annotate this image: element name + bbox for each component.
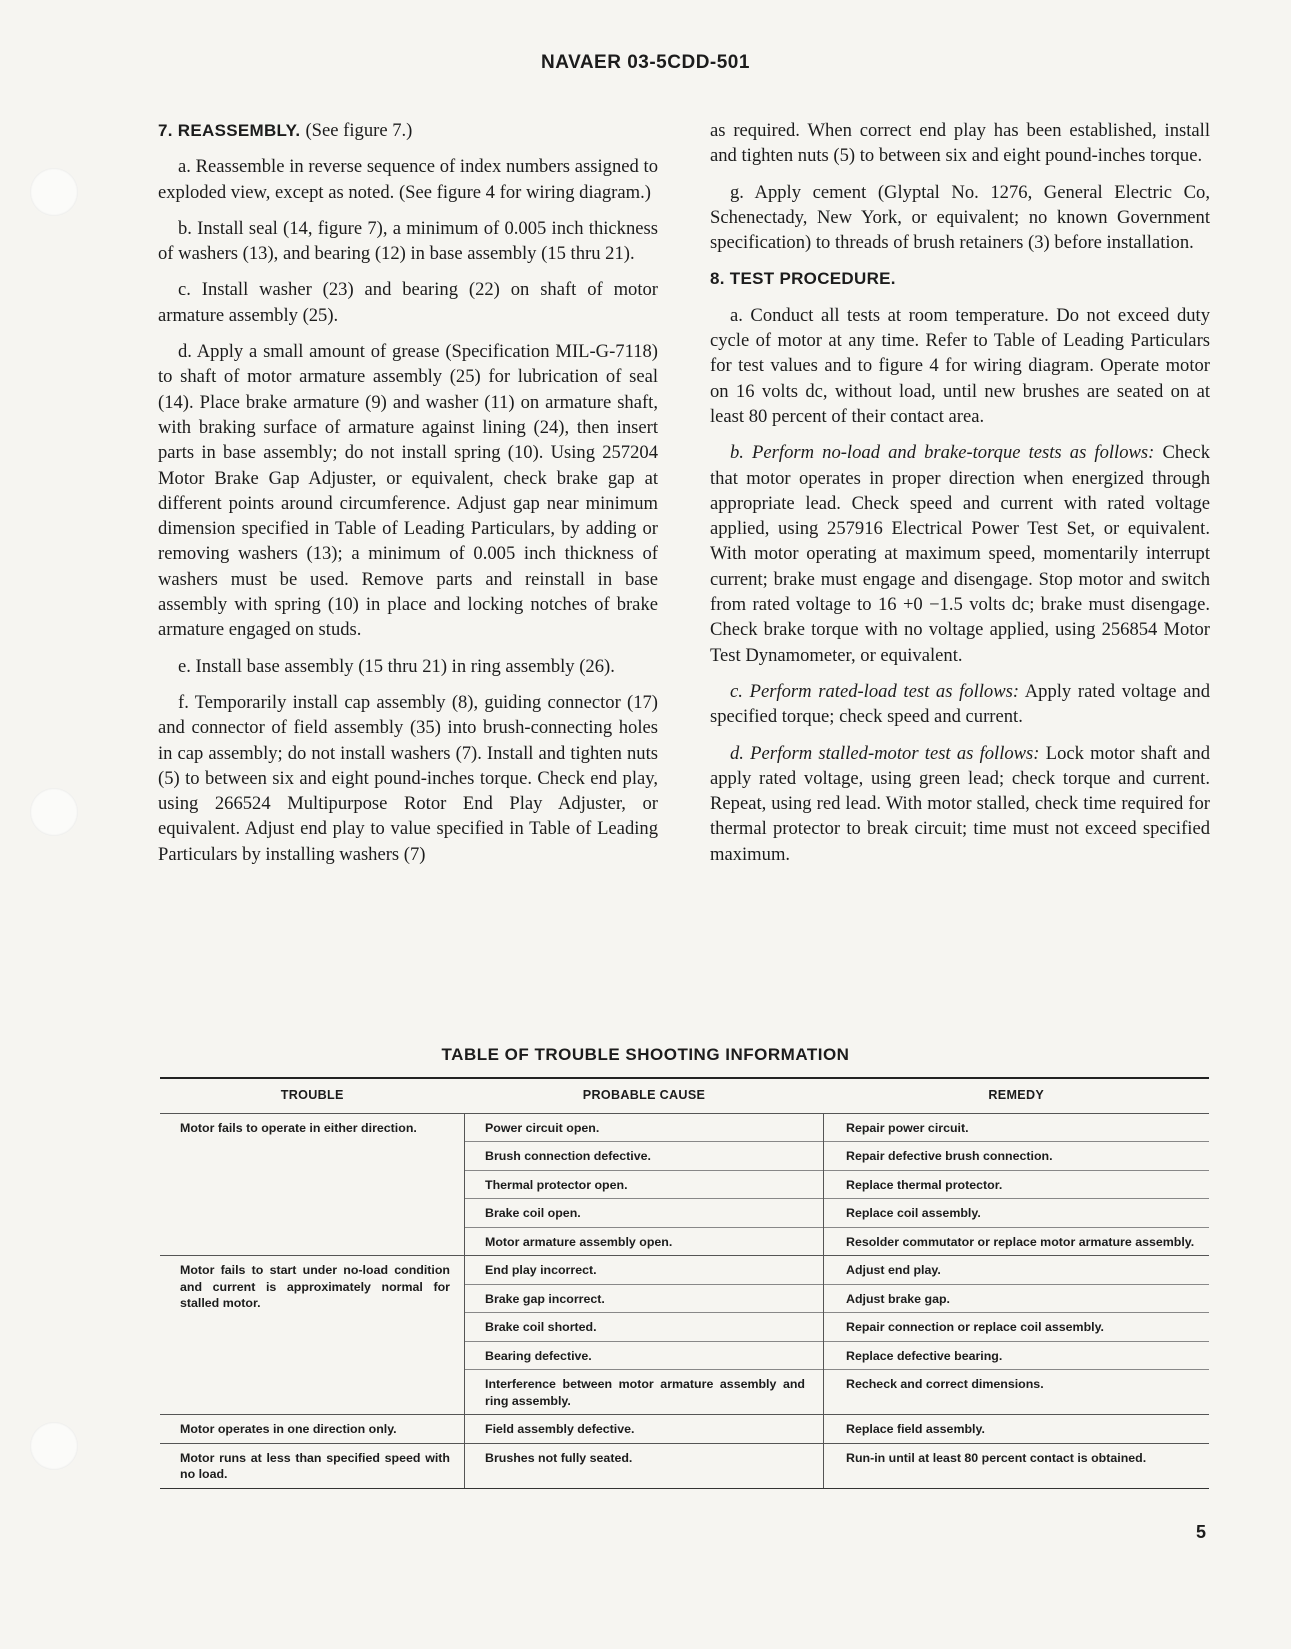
table-row — [160, 1113, 1209, 1142]
remedy-cell: Replace thermal protector. — [824, 1170, 1210, 1199]
column-header-trouble: TROUBLE — [160, 1078, 465, 1113]
cause-cell: End play incorrect. — [465, 1256, 824, 1285]
remedy-cell: Replace defective bearing. — [824, 1341, 1210, 1370]
cause-cell: Bearing defective. — [465, 1341, 824, 1370]
remedy-cell: Adjust brake gap. — [824, 1284, 1210, 1313]
binder-hole — [30, 788, 78, 836]
table-row — [160, 1256, 1209, 1285]
trouble-cell: Motor fails to operate in either direction. — [180, 1120, 417, 1135]
cause-cell: Thermal protector open. — [465, 1170, 824, 1199]
right-column — [710, 118, 1210, 878]
binder-hole — [30, 1422, 78, 1470]
paragraph-7b: b. Install seal (14, figure 7), a minimum of 0.005 inch thickness of washers (13), and bearing (12) in base assembly (15 thru 21). — [158, 217, 658, 265]
section-7-heading: 7. REASSEMBLY. (See figure 7.) — [158, 120, 413, 141]
paragraph-8a: a. Conduct all tests at room temperature. Do not exceed duty cycle of motor at any time. Refer to Table of Leading Particulars for test values and to figure 4 for wiring diagram. Operate motor on 16 volts dc, without load, until new brushes are seated on at least 80 percent of their contact area. — [710, 304, 1210, 427]
remedy-cell: Adjust end play. — [824, 1256, 1210, 1285]
cause-cell: Brush connection defective. — [465, 1142, 824, 1171]
cause-cell: Interference between motor armature assembly and ring assembly. — [465, 1370, 824, 1415]
troubleshooting-table — [160, 1077, 1209, 1489]
trouble-cell: Motor fails to start under no-load condition and current is approximately normal for stalled motor. — [160, 1256, 465, 1415]
cause-cell: Motor armature assembly open. — [465, 1227, 824, 1256]
page-number: 5 — [1196, 1522, 1207, 1542]
cause-cell: Brake coil open. — [465, 1199, 824, 1228]
table-title: TABLE OF TROUBLE SHOOTING INFORMATION — [441, 1045, 850, 1064]
cause-cell: Brake gap incorrect. — [465, 1284, 824, 1313]
remedy-cell: Resolder commutator or replace motor armature assembly. — [824, 1227, 1210, 1256]
table-row — [160, 1415, 1209, 1444]
remedy-cell: Repair connection or replace coil assembly. — [824, 1313, 1210, 1342]
left-column — [158, 118, 658, 878]
paragraph-8b: b. Perform no-load and brake-torque tests as follows: Check that motor operates in proper direction when energized through appropriate lead. Check speed and current with rated voltage applied, using 257916 Electrical Power Test Set, or equivalent. With motor operating at maximum speed, momentarily interrupt current; brake must engage and disengage. Stop motor and switch from rated voltage to 16 +0 −1.5 volts dc; brake must disengage. Check brake torque with no voltage applied, using 256854 Motor Test Dynamometer, or equivalent. — [710, 442, 1210, 666]
paragraph-7c: c. Install washer (23) and bearing (22) on shaft of motor armature assembly (25). — [158, 279, 658, 326]
remedy-cell: Recheck and correct dimensions. — [824, 1370, 1210, 1415]
remedy-cell: Replace coil assembly. — [824, 1199, 1210, 1228]
paragraph-7d: d. Apply a small amount of grease (Specification MIL-G-7118) to shaft of motor armature assembly (25) for lubrication of seal (14). Place brake armature (9) and washer (11) on armature shaft, with braking surface of armature against lining (24), then insert parts in base assembly; do not install spring (10). Using 257204 Motor Brake Gap Adjuster, or equivalent, check brake gap at different points around circumference. Adjust gap near minimum dimension specified in Table of Leading Particulars, by adding or removing washers (13); a minimum of 0.005 inch thickness of washers must be used. Remove parts and reinstall in base assembly with spring (10) in place and locking notches of brake armature engaged on studs. — [158, 341, 658, 641]
remedy-cell: Replace field assembly. — [824, 1415, 1210, 1444]
column-header-cause: PROBABLE CAUSE — [465, 1078, 824, 1113]
cause-cell: Brushes not fully seated. — [465, 1443, 824, 1488]
cause-cell: Brake coil shorted. — [465, 1313, 824, 1342]
paragraph-7f: f. Temporarily install cap assembly (8), guiding connector (17) and connector of field assembly (35) into brush-connecting holes in cap assembly; do not install washers (7). Install and tighten nuts (5) to between six and eight pound-inches torque. Check end play, using 266524 Multipurpose Rotor End Play Adjuster, or equivalent. Adjust end play to value specified in Table of Leading Particulars by installing washers (7) — [158, 691, 658, 865]
trouble-cell: Motor operates in one direction only. — [160, 1415, 465, 1444]
table-body — [160, 1113, 1209, 1488]
paragraph-7e: e. Install base assembly (15 thru 21) in ring assembly (26). — [178, 655, 615, 677]
cause-cell: Field assembly defective. — [465, 1415, 824, 1444]
document-header: NAVAER 03-5CDD-501 — [541, 52, 750, 73]
binder-hole — [30, 168, 78, 216]
table-header-row — [160, 1078, 1209, 1113]
table-row — [160, 1443, 1209, 1488]
remedy-cell: Repair power circuit. — [824, 1113, 1210, 1142]
paragraph-8d: d. Perform stalled-motor test as follows: Lock motor shaft and apply rated voltage, using green lead; check torque and current. Repeat, using red lead. With motor stalled, check time required for thermal protector to break circuit; time must not exceed specified maximum. — [710, 742, 1211, 865]
paragraph-7a: a. Reassemble in reverse sequence of index numbers assigned to exploded view, except as noted. (See figure 4 for wiring diagram.) — [158, 156, 658, 203]
paragraph-7g: g. Apply cement (Glyptal No. 1276, General Electric Co, Schenectady, New York, or equivalent; no known Government specification) to threads of brush retainers (3) before installation. — [710, 181, 1210, 254]
trouble-cell: Motor runs at less than specified speed with no load. — [160, 1443, 465, 1488]
paragraph-8c: c. Perform rated-load test as follows: Apply rated voltage and specified torque; check speed and current. — [710, 680, 1211, 728]
cause-cell: Power circuit open. — [465, 1113, 824, 1142]
remedy-cell: Repair defective brush connection. — [824, 1142, 1210, 1171]
remedy-cell: Run-in until at least 80 percent contact is obtained. — [824, 1443, 1210, 1488]
paragraph-7f-continued: as required. When correct end play has been established, install and tighten nuts (5) to between six and eight pound-inches torque. — [710, 120, 1210, 167]
column-header-remedy: REMEDY — [824, 1078, 1210, 1113]
section-8-heading: 8. TEST PROCEDURE. — [710, 269, 896, 289]
